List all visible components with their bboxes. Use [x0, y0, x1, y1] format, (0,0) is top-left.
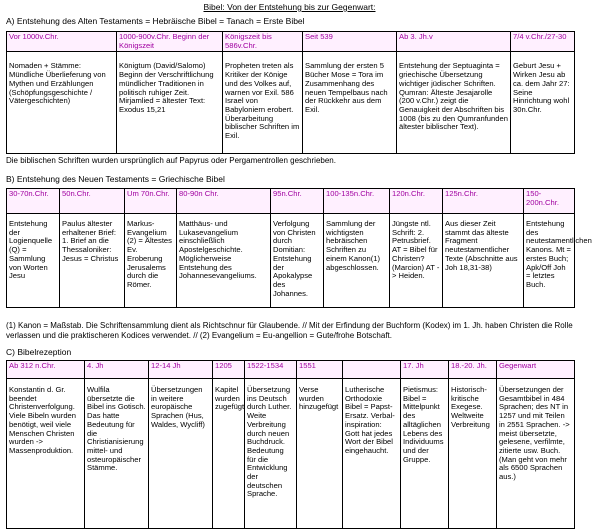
table-cell: Entstehung der Logienquelle (Q) = Sammlung von Worten Jesu: [7, 214, 60, 308]
table-new-testament: [6, 188, 592, 308]
header-cell: Königszeit bis 586v.Chr.: [223, 32, 303, 52]
table-cell: Markus-Evangelium (2) = Ältestes Ev. Eroberung Jerusalems durch die Römer.: [125, 214, 177, 308]
header-cell: Seit 539: [303, 32, 397, 52]
table-header-row: [7, 189, 575, 214]
header-cell: 95n.Chr.: [271, 189, 324, 214]
table-cell: Übersetzungen in weitere europäische Sprachen (Hus, Waldes, Wycliff): [149, 379, 213, 529]
table-header-row: [7, 361, 575, 379]
header-cell: 1205: [213, 361, 245, 379]
header-cell: 12-14 Jh: [149, 361, 213, 379]
table-header-row: [7, 32, 575, 52]
header-cell: 30-70n.Chr.: [7, 189, 60, 214]
table-cell: Entstehung der Septuaginta = griechische Übersetzung wichtiger jüdischer Schriften. Qumran: Älteste Jesajarolle (200 v.Chr.) zeigt die Genauigkeit der Abschriften bis 1008 (bis zu den Qumranfunden ältester biblischer Text).: [397, 52, 511, 154]
header-cell: 7/4 v.Chr./27-30: [511, 32, 575, 52]
table-row: [7, 52, 575, 154]
table-cell: Übersetzungen der Gesamtbibel in 484 Sprachen; des NT in 1257 und mit Teilen in 2551 Sprachen. -> meist übersetzte, gelesene, verfilmte, zitierte usw. Buch. (Man geht von mehr als 6500 Sprachen aus.): [497, 379, 575, 529]
table-cell: Propheten treten als Kritiker der Könige und des Volkes auf, warnen vor Exil. 586 Israel von Babyloniern erobert. Überarbeitung biblischer Schriften im Exil.: [223, 52, 303, 154]
table-cell: Verfolgung von Christen durch Domitian: Entstehung der Apokalypse des Johannes.: [271, 214, 324, 308]
header-cell: 4. Jh: [85, 361, 149, 379]
section-c-heading: C) Bibelrezeption: [6, 347, 72, 357]
table-old-testament: [6, 31, 575, 154]
table-cell: Sammlung der wichtigsten hebräischen Schriften zu einem Kanon(1) abgeschlossen.: [324, 214, 390, 308]
table-cell: Wulfila übersetzte die Bibel ins Gotisch. Das hatte Bedeutung für die Christianisierung mittel- und osteuropäischer Stämme.: [85, 379, 149, 529]
header-cell: Vor 1000v.Chr.: [7, 32, 117, 52]
page-title: Bibel: Von der Entstehung bis zur Gegenwart:: [203, 2, 376, 12]
table-cell: Entstehung des neutestamentlichen Kanons. Mt = erstes Buch; Apk/Off Joh = letztes Buch.: [524, 214, 575, 308]
header-cell: Gegenwart: [497, 361, 575, 379]
section-a-note: Die biblischen Schriften wurden ursprünglich auf Papyrus oder Pergamentrollen geschrieben.: [6, 156, 336, 165]
header-cell: 120n.Chr.: [390, 189, 443, 214]
header-cell: 50n.Chr.: [60, 189, 125, 214]
table-cell: Historisch-kritische Exegese. Weltweite Verbreitung: [449, 379, 497, 529]
table-cell: Verse wurden hinzugefügt: [297, 379, 343, 529]
table-cell: Jüngste ntl. Schrift: 2. Petrusbrief. AT = Bibel für Christen? (Marcion) AT -> Heiden.: [390, 214, 443, 308]
table-cell: Königtum (David/Salomo) Beginn der Verschriftlichung mündlicher Traditionen in politisch ruhiger Zeit. Mirjamlied = ältester Text: Exodus 15,21: [117, 52, 223, 154]
section-b-note: (1) Kanon = Maßstab. Die Schriftensammlung dient als Richtschnur für Glaubende. // Mit der Erfindung der Buchform (Kodex) im 1. Jh. haben Christen die Rolle verlassen und die praktischeren Kodices verwendet. // (2) Evangelium = Eu-angellion = Gute/frohe Botschaft.: [6, 321, 573, 340]
table-cell: Konstantin d. Gr. beendet Christenverfolgung. Viele Bibeln wurden benötigt, weil viele Menschen Christen wurden -> Massenproduktion.: [7, 379, 85, 529]
table-cell: Pietismus: Bibel = Mittelpunkt des alltäglichen Lebens des Individuums und der Gruppe.: [401, 379, 449, 529]
table-cell: Aus dieser Zeit stammt das älteste Fragment neutestamentlicher Texte (Abschnitte aus Joh 18,31-38): [443, 214, 524, 308]
table-row: [7, 379, 575, 529]
table-reception: [6, 360, 575, 529]
header-cell: 1551: [297, 361, 343, 379]
header-cell: 150-200n.Chr.: [524, 189, 575, 214]
section-b-heading: B) Entstehung des Neuen Testaments = Griechische Bibel: [6, 174, 225, 184]
table-cell: Sammlung der ersten 5 Bücher Mose = Tora im Zusammenhang des neuen Tempelbaus nach der Rückkehr aus dem Exil.: [303, 52, 397, 154]
table-cell: Kapitel wurden zugefügt: [213, 379, 245, 529]
section-a-heading: A) Entstehung des Alten Testaments = Hebräische Bibel = Tanach = Erste Bibel: [6, 16, 305, 26]
table-cell: Nomaden + Stämme: Mündliche Überlieferung von Mythen und Erzählungen (Schöpfungsgeschichte / Vätergeschichten): [7, 52, 117, 154]
table-cell: Geburt Jesu + Wirken Jesu ab ca. dem Jahr 27: Seine Hinrichtung wohl 30n.Chr.: [511, 52, 575, 154]
header-cell: 18.-20. Jh.: [449, 361, 497, 379]
header-cell: Ab 3. Jh.v: [397, 32, 511, 52]
header-cell: 17. Jh: [401, 361, 449, 379]
header-cell: 1000-900v.Chr. Beginn der Königszeit: [117, 32, 223, 52]
table-row: [7, 214, 575, 308]
table-cell: Matthäus- und Lukasevangelium einschließlich Apostelgeschichte. Möglicherweise Entstehung des Johannesevangeliums.: [177, 214, 271, 308]
header-cell: 1522-1534: [245, 361, 297, 379]
header-cell: Um 70n.Chr.: [125, 189, 177, 214]
header-cell: 80-90n Chr.: [177, 189, 271, 214]
table-cell: Paulus ältester erhaltener Brief: 1. Brief an die Thessaloniker: Jesus = Christus: [60, 214, 125, 308]
header-cell: [343, 361, 401, 379]
header-cell: Ab 312 n.Chr.: [7, 361, 85, 379]
header-cell: 100-135n.Chr.: [324, 189, 390, 214]
table-cell: Lutherische Orthodoxie Bibel = Papst-Ersatz. Verbal-inspiration: Gott hat jedes Wort der Bibel eingehaucht.: [343, 379, 401, 529]
table-cell: Übersetzung ins Deutsch durch Luther. Weite Verbreitung durch neuen Buchdruck. Bedeutung für die Entwicklung der deutschen Sprache.: [245, 379, 297, 529]
header-cell: 125n.Chr.: [443, 189, 524, 214]
